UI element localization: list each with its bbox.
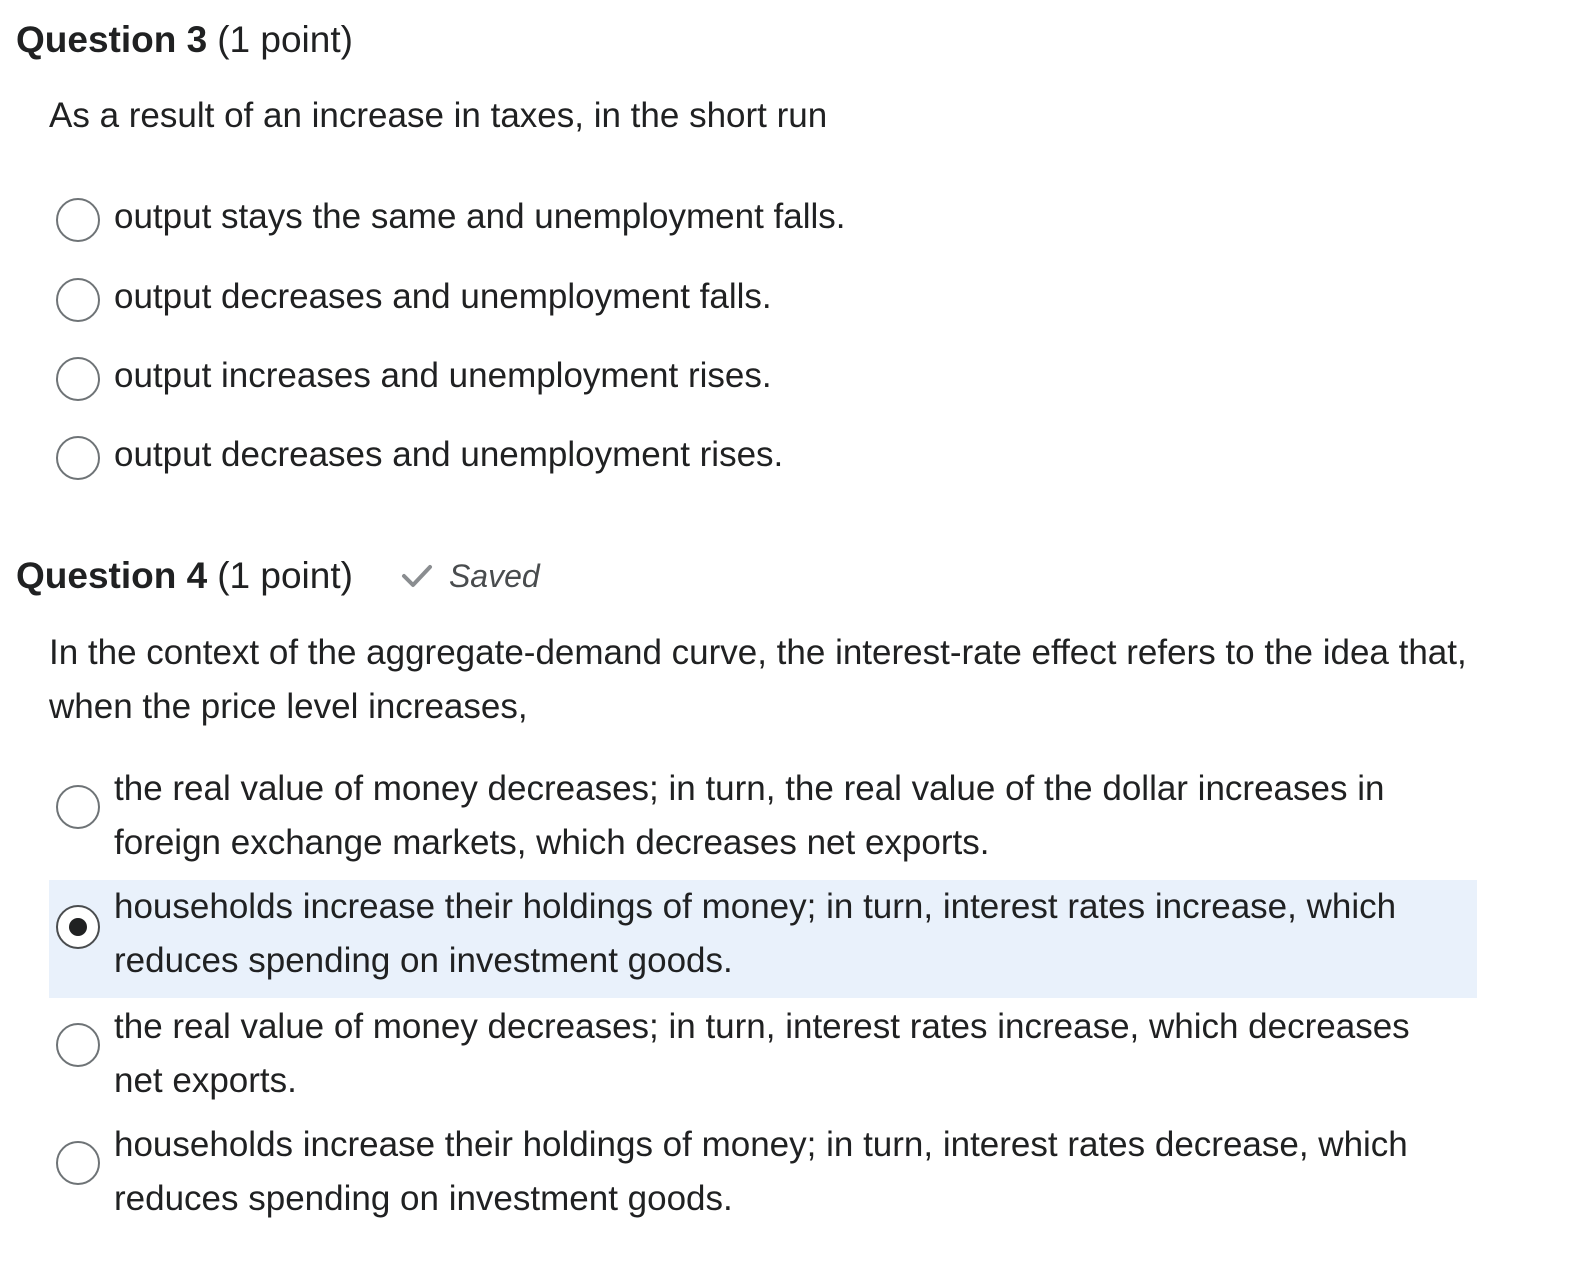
question-text: As a result of an increase in taxes, in the short run	[49, 96, 828, 135]
radio-button[interactable]	[56, 1023, 100, 1067]
answer-option[interactable]	[49, 270, 1477, 324]
answer-option[interactable]	[49, 1116, 1477, 1234]
radio-button-checked[interactable]	[56, 905, 100, 949]
radio-button[interactable]	[56, 1141, 100, 1185]
answer-option-label[interactable]: output increases and unemployment rises.	[114, 356, 772, 395]
radio-button[interactable]	[56, 198, 100, 242]
answer-option-label[interactable]: the real value of money decreases; in turn, the real value of the dollar increases in foreign exchange markets, which decreases net exports.	[114, 769, 1385, 862]
answer-option[interactable]	[49, 998, 1477, 1116]
question-text: In the context of the aggregate-demand curve, the interest-rate effect refers to the idea that, when the price level increases,	[49, 633, 1467, 726]
answer-option-label[interactable]: output decreases and unemployment rises.	[114, 435, 784, 474]
radio-button[interactable]	[56, 357, 100, 401]
question-header	[16, 550, 540, 602]
answer-option[interactable]	[49, 428, 1477, 482]
checkmark-icon	[401, 563, 433, 589]
saved-label: Saved	[448, 557, 540, 594]
answer-option-label[interactable]: the real value of money decreases; in turn, interest rates increase, which decreases net exports.	[114, 1007, 1410, 1100]
question-title: Question 3	[16, 19, 208, 60]
radio-button[interactable]	[56, 785, 100, 829]
question-points: (1 point)	[217, 555, 353, 596]
answer-option[interactable]	[49, 190, 1477, 244]
answer-option-label[interactable]: output stays the same and unemployment falls.	[114, 197, 846, 236]
question-title: Question 4	[16, 555, 208, 596]
answer-option-label[interactable]: output decreases and unemployment falls.	[114, 277, 772, 316]
answer-option-label[interactable]: households increase their holdings of money; in turn, interest rates decrease, which reduces spending on investment goods.	[114, 1125, 1408, 1218]
answer-option[interactable]	[49, 349, 1477, 403]
answer-option-label[interactable]: households increase their holdings of money; in turn, interest rates increase, which reduces spending on investment goods.	[114, 887, 1397, 980]
radio-dot	[69, 918, 87, 936]
saved-status	[401, 558, 540, 595]
answer-option-selected[interactable]	[49, 880, 1477, 998]
question-header	[16, 14, 353, 66]
answer-option[interactable]	[49, 760, 1477, 878]
radio-button[interactable]	[56, 436, 100, 480]
radio-button[interactable]	[56, 278, 100, 322]
question-points: (1 point)	[217, 19, 353, 60]
